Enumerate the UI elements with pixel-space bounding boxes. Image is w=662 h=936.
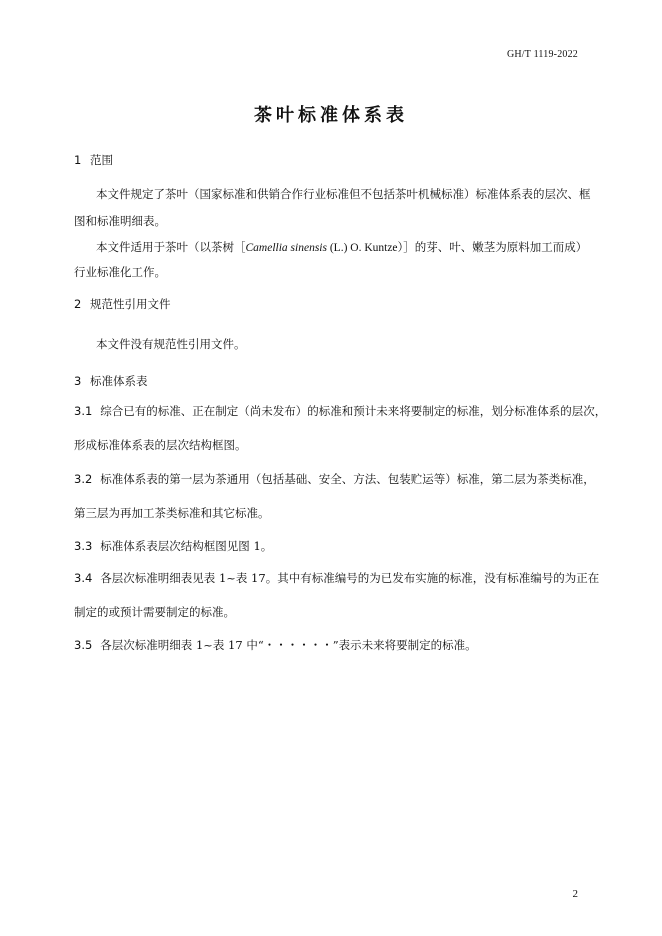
scope-paragraph-1-line-1: 本文件规定了茶叶（国家标准和供销合作行业标准但不包括茶叶机械标准）标准体系表的层次、框	[96, 187, 591, 201]
clause-3-3-number: 3.3	[74, 539, 93, 553]
section-3-heading	[74, 373, 148, 389]
section-2-number: 2	[74, 297, 82, 311]
clause-3-3-text-1: 标准体系表层次结构框图见图 1。	[100, 539, 273, 553]
clause-3-5-number: 3.5	[74, 638, 93, 652]
clause-3-2-text-1: 标准体系表的第一层为茶通用（包括基础、安全、方法、包装贮运等）标准，第二层为茶类标准，	[100, 472, 595, 486]
section-3-title: 标准体系表	[90, 374, 148, 388]
clause-3-4-line-2: 制定的或预计需要制定的标准。	[74, 605, 235, 619]
clause-3-2-number: 3.2	[74, 472, 93, 486]
section-1-number: 1	[74, 153, 82, 167]
page-number: 2	[572, 888, 578, 900]
clause-3-5-line-1	[74, 640, 477, 652]
document-title: 茶叶标准体系表	[254, 105, 408, 126]
clause-3-4-line-1	[74, 573, 599, 585]
standard-code: GH/T 1119-2022	[506, 49, 578, 60]
clause-3-1-line-2: 形成标准体系表的层次结构框图。	[74, 438, 247, 452]
section-2-heading	[74, 296, 171, 312]
clause-3-2-line-2: 第三层为再加工茶类标准和其它标准。	[74, 506, 270, 520]
scope-paragraph-2-part-a: 本文件适用于茶叶（以茶树［	[96, 240, 246, 254]
scope-paragraph-2-species: Camellia sinensis	[245, 242, 327, 254]
section-2-title: 规范性引用文件	[90, 297, 171, 311]
clause-3-4-number: 3.4	[74, 571, 93, 585]
scope-paragraph-2-line-1	[96, 242, 587, 255]
clause-3-4-text-1: 各层次标准明细表见表 1~表 17。其中有标准编号的为已发布实施的标准，没有标准编号的为正在	[100, 571, 600, 585]
normative-references-paragraph: 本文件没有规范性引用文件。	[96, 337, 246, 351]
section-1-title: 范围	[90, 153, 113, 167]
section-1-heading	[74, 152, 113, 168]
clause-3-5-text-1: 各层次标准明细表 1~表 17 中“・・・・・・”表示未来将要制定的标准。	[100, 638, 477, 652]
clause-3-1-text-1: 综合已有的标准、正在制定（尚未发布）的标准和预计未来将要制定的标准，划分标准体系的层次，	[100, 404, 607, 418]
scope-paragraph-2-line-2: 行业标准化工作。	[74, 265, 166, 279]
section-3-number: 3	[74, 374, 82, 388]
clause-3-1-line-1	[74, 406, 606, 418]
clause-3-3-line-1	[74, 541, 272, 553]
clause-3-2-line-1	[74, 474, 595, 486]
scope-paragraph-2-part-c: (L.) O. Kuntze）］的芽、叶、嫩茎为原料加工而成）	[326, 242, 588, 254]
scope-paragraph-1-line-2: 图和标准明细表。	[74, 214, 166, 228]
clause-3-1-number: 3.1	[74, 404, 93, 418]
